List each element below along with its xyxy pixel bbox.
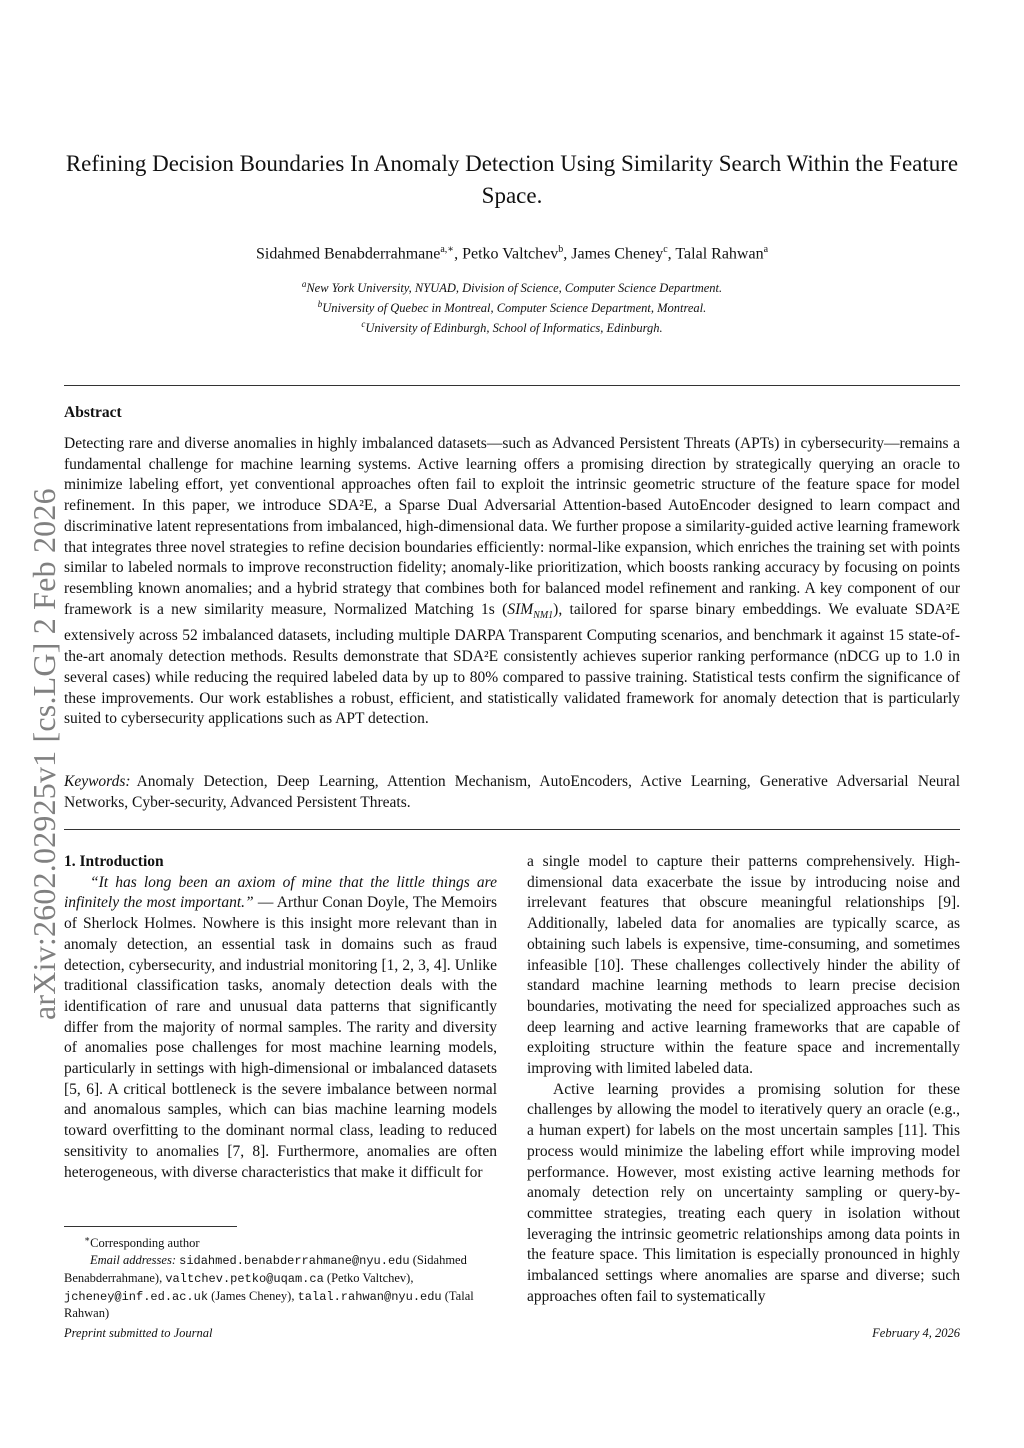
email-addresses: Email addresses: sidahmed.benabderrahmane@nyu.edu (Sidahmed Benabderrahmane), valtchev.petko@uqam.ca (Petko Valtchev), jcheney@inf.ed.ac.uk (James Cheney), talal.rahwan@nyu.edu (Talal Rahwan): [64, 1252, 474, 1321]
arxiv-id-text: arXiv:2602.02925v1 [cs.LG] 2 Feb 2026: [26, 488, 62, 1020]
abstract-body: Detecting rare and diverse anomalies in highly imbalanced datasets—such as Advanced Persistent Threats (APTs) in cybersecurity—remains a fundamental challenge for machine learning systems. Active learning offers a promising direction by strategically querying an oracle to minimize labeling effort, yet conventional approaches often fail to exploit the intrinsic geometric structure of the feature space for model refinement. In this paper, we introduce SDA²E, a Sparse Dual Adversarial Attention-based AutoEncoder designed to learn compact and discriminative latent representations from imbalanced, high-dimensional data. We further propose a similarity-guided active learning framework that integrates three novel strategies to refine decision boundaries efficiently: normal-like expansion, which enriches the training set with points similar to labeled normals to improve reconstruction fidelity; anomaly-like prioritization, which boosts ranking accuracy by focusing on points resembling known anomalies; and a hybrid strategy that combines both for balanced model refinement and ranking. A key component of our framework is a new similarity measure, Normalized Matching 1s $(SIM_{NM1})$, tailored for sparse binary embeddings. We evaluate SDA²E extensively across 52 imbalanced datasets, including multiple DARPA Transparent Computing scenarios, and benchmark it against 15 state-of-the-art anomaly detection methods. Results demonstrate that SDA²E consistently achieves superior ranking performance (nDCG up to 1.0 in several cases) while reducing the required labeled data by up to 80% compared to passive training. Statistical tests confirm the significance of these improvements. Our work establishes a robust, efficient, and statistically validated framework for anomaly detection that is particularly suited to cybersecurity applications such as APT detection.: [64, 435, 960, 728]
footer-date: February 4, 2026: [872, 1326, 960, 1340]
footnote-divider: [64, 1226, 237, 1227]
author-name: James Cheney: [571, 245, 664, 263]
keywords: [64, 772, 960, 813]
keywords-text: Anomaly Detection, Deep Learning, Attention Mechanism, AutoEncoders, Active Learning, Generative Adversarial Neural Networks, Cyber-security, Advanced Persistent Threats.: [64, 773, 960, 811]
intro-paragraph: Active learning provides a promising solution for these challenges by allowing the model to iteratively query an oracle (e.g., a human expert) for labels on the most uncertain samples [11]. This process would minimize the labeling effort while improving model performance. However, most existing active learning methods for anomaly detection rely on uncertainty sampling or query-by-committee strategies, treating each query in isolation without leveraging the intrinsic geometric relationships among data points in the feature space. This limitation is especially pronounced in highly imbalanced settings where anomalies are sparse and diverse; such approaches often fail to systematically: [527, 1080, 960, 1305]
author-list: Sidahmed Benabderrahmane$^{a,∗}$, Petko Valtchev$^b$, James Cheney$^c$, Talal Rahwan$^a$: [255, 244, 769, 263]
author-affil-mark: b: [558, 244, 564, 255]
corresponding-author-note: ∗Corresponding author: [84, 1234, 200, 1251]
top-divider: [64, 385, 960, 386]
author-affil-mark: a,∗: [440, 244, 455, 255]
intro-paragraph-continued: a single model to capture their patterns comprehensively. High-dimensional data exacerbate the issue by introducing noise and irrelevant features that obscure meaningful relationships [9]. Additionally, labeled data for anomalies are typically scarce, as obtaining such labels is expensive, time-consuming, and sometimes infeasible [10]. These challenges collectively hinder the ability of standard machine learning methods to learn precise decision boundaries, motivating the need for specialized approaches such as deep learning and active learning frameworks that are capable of exploiting structure within the feature space and incrementally improving with limited labeled data.: [527, 853, 960, 1078]
footer-journal: Preprint submitted to Journal: [64, 1326, 213, 1340]
author-name: Talal Rahwan: [675, 245, 764, 263]
footnote: [64, 1231, 497, 1322]
affiliation: $^c$University of Edinburgh, School of Informatics, Edinburgh.: [361, 319, 663, 336]
intro-paragraph: “It has long been an axiom of mine that the little things are infinitely the most important.” — Arthur Conan Doyle, The Memoirs of Sherlock Holmes. Nowhere is this insight more relevant than in anomaly detection, an essential task in domains such as fraud detection, cybersecurity, and industrial monitoring [1, 2, 3, 4]. Unlike traditional classification tasks, anomaly detection deals with the identification of rare and unusual data patterns that significantly differ from the majority of normal samples. The rarity and diversity of anomalies pose challenges for most machine learning models, particularly in settings with high-dimensional or imbalanced datasets [5, 6]. A critical bottleneck is the severe imbalance between normal and anomalous samples, which can bias machine learning models toward overfitting to the dominant normal class, leading to reduced sensitivity to anomalies [7, 8]. Furthermore, anomalies are often heterogeneous, with diverse characteristics that make it difficult for: [64, 873, 497, 1181]
paper-title: Refining Decision Boundaries In Anomaly Detection Using Similarity Search Within the Feature Space.: [65, 151, 959, 208]
author-name: Sidahmed Benabderrahmane: [255, 245, 441, 263]
author-affil-mark: c: [663, 244, 668, 255]
epigraph-quote: “It has long been an axiom of mine that the little things are infinitely the most important.”: [64, 873, 497, 912]
email-link[interactable]: sidahmed.benabderrahmane@nyu.edu: [179, 1253, 410, 1268]
affiliation-list: [64, 276, 960, 336]
abstract-heading: Abstract: [64, 404, 122, 421]
right-column: [527, 852, 960, 1307]
similarity-measure-symbol: $SIM_{NM1}$: [507, 600, 554, 621]
abstract-divider: [64, 829, 960, 830]
author-affil-mark: a: [763, 244, 769, 255]
email-link[interactable]: jcheney@inf.ed.ac.uk: [64, 1289, 209, 1304]
left-column: [64, 852, 497, 1183]
section-heading-introduction: 1. Introduction: [64, 853, 164, 870]
author-name: Petko Valtchev: [462, 245, 559, 263]
email-link[interactable]: talal.rahwan@nyu.edu: [297, 1289, 442, 1304]
affiliation: $^a$New York University, NYUAD, Division of Science, Computer Science Department.: [301, 279, 723, 296]
affiliation: $^b$University of Quebec in Montreal, Computer Science Department, Montreal.: [317, 299, 707, 316]
email-link[interactable]: valtchev.petko@uqam.ca: [165, 1271, 324, 1286]
keywords-label: Keywords:: [64, 773, 131, 790]
